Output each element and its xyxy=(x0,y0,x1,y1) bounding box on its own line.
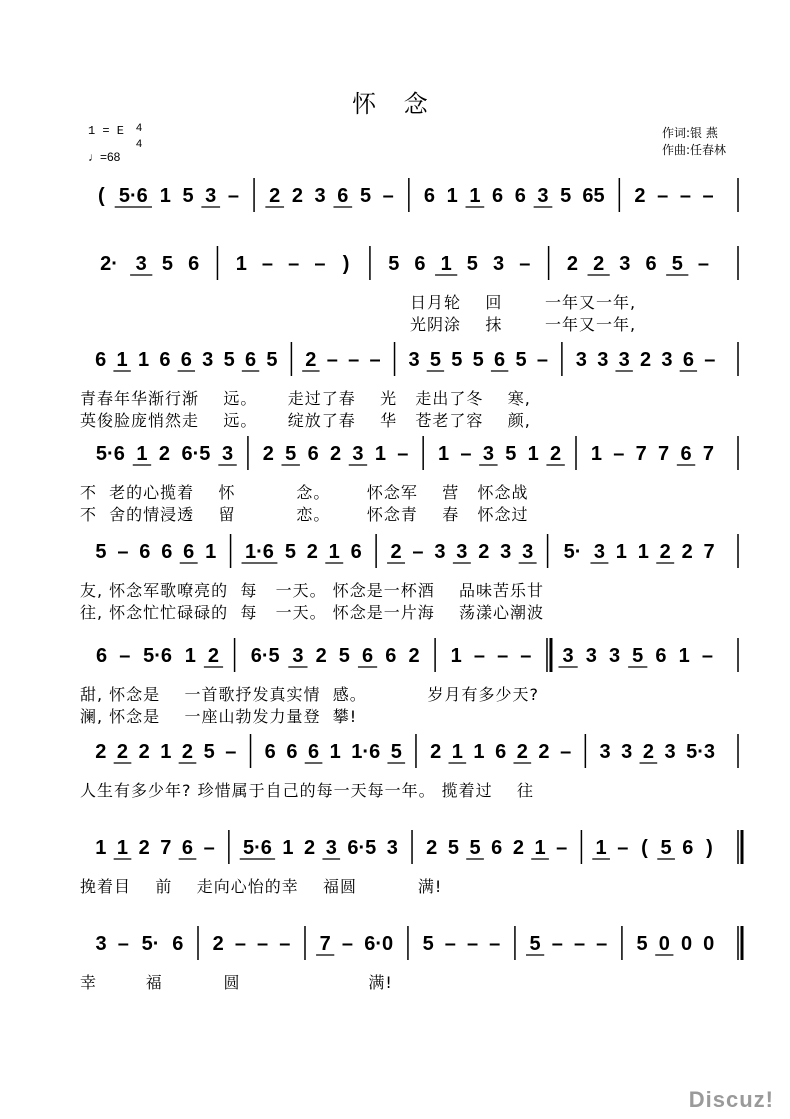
note: 1 xyxy=(590,443,602,465)
note: – xyxy=(617,837,629,859)
note: 6 xyxy=(680,443,692,465)
note: – xyxy=(369,349,381,371)
note: 6 xyxy=(181,837,194,859)
note: 2 xyxy=(659,541,671,563)
note: – xyxy=(326,349,338,371)
note: – xyxy=(497,645,509,667)
note: 3 xyxy=(575,349,587,371)
note: 6 xyxy=(645,253,657,275)
note: 0 xyxy=(658,933,670,955)
note: 2 xyxy=(538,741,550,763)
note: 1·6 xyxy=(245,541,274,563)
tempo-mark xyxy=(88,150,120,164)
note: 3 xyxy=(408,349,420,371)
note: 6 xyxy=(494,349,506,371)
note: – xyxy=(657,185,669,207)
note: 1 xyxy=(534,837,546,859)
note: ( xyxy=(98,185,105,207)
note: 1 xyxy=(374,443,386,465)
note: 5 xyxy=(466,253,478,275)
note: 1 xyxy=(160,741,172,763)
note: 2 xyxy=(430,741,442,763)
note: – xyxy=(519,253,531,275)
note: 3 xyxy=(325,837,337,859)
note: – xyxy=(556,837,568,859)
note: 1 xyxy=(637,541,649,563)
note: – xyxy=(536,349,548,371)
note: 0 xyxy=(680,933,693,955)
note: 6 xyxy=(172,933,184,955)
note: 2 xyxy=(212,933,224,955)
note: 5 xyxy=(472,349,484,371)
note: – xyxy=(261,253,274,275)
note: 1 xyxy=(116,837,129,859)
note: 1 xyxy=(440,253,452,275)
note: – xyxy=(412,541,424,563)
lyric-line: 日月轮 回 一年又一年, xyxy=(410,293,637,312)
note: 3 xyxy=(221,443,234,465)
watermark: Discuz! xyxy=(688,1087,774,1112)
lyric-line: 甜, 怀念是 一首歌抒发真实情 感。 岁月有多少天? xyxy=(80,685,540,704)
lyric-line: 英俊脸庞悄然走 远。 绽放了春 华 苍老了容 颜, xyxy=(80,411,531,430)
note: – xyxy=(701,645,713,667)
note: – xyxy=(288,253,300,275)
note: 5 xyxy=(660,837,672,859)
meter-top: 4 xyxy=(135,122,143,134)
note: – xyxy=(203,837,215,859)
note: 1 xyxy=(136,443,148,465)
note: – xyxy=(444,933,456,955)
note: – xyxy=(551,933,563,955)
note: 3 xyxy=(434,541,446,563)
note: 2 xyxy=(138,837,150,859)
note: 3 xyxy=(522,541,534,563)
note: 5 xyxy=(671,253,683,275)
note: 1 xyxy=(615,541,627,563)
note: 3 xyxy=(500,541,512,563)
note: 3 xyxy=(593,541,605,563)
note: 5 xyxy=(451,349,463,371)
note: 3 xyxy=(621,741,633,763)
note: 6 xyxy=(307,443,319,465)
note: 1 xyxy=(184,645,196,667)
note: 2 xyxy=(550,443,562,465)
notation-line xyxy=(0,828,790,868)
note: 2 xyxy=(329,443,342,465)
notation-line xyxy=(0,732,790,772)
note: 3 xyxy=(619,253,631,275)
note: 2 xyxy=(262,443,274,465)
note: 1 xyxy=(595,837,607,859)
note: 3 xyxy=(482,443,494,465)
note: 5 xyxy=(284,541,296,563)
note: 6 xyxy=(337,185,349,207)
note: 1 xyxy=(159,185,171,207)
note: 2 xyxy=(642,741,654,763)
note: – xyxy=(225,741,237,763)
note: 1 xyxy=(95,837,107,859)
note: 1 xyxy=(205,541,217,563)
note: – xyxy=(702,185,714,207)
note: 2 xyxy=(390,541,402,563)
note: – xyxy=(613,443,625,465)
note: – xyxy=(117,541,129,563)
note: 1 xyxy=(329,741,341,763)
note: 3 xyxy=(585,645,597,667)
note: 6 xyxy=(423,185,436,207)
note: – xyxy=(679,185,691,207)
note: – xyxy=(473,645,485,667)
note: 5 xyxy=(422,933,434,955)
note: 6 xyxy=(682,837,694,859)
note: 5 xyxy=(161,253,173,275)
note: 1 xyxy=(527,443,539,465)
note: 6·0 xyxy=(364,933,394,955)
lyric-line: 澜, 怀念是 一座山勃发力量登 攀! xyxy=(80,707,358,726)
note: 2 xyxy=(304,837,316,859)
composer: 作曲:任春林 xyxy=(662,143,727,157)
note: – xyxy=(573,933,586,955)
note: 5 xyxy=(285,443,297,465)
note: 3 xyxy=(352,443,364,465)
note: 3 xyxy=(95,933,107,955)
note: – xyxy=(704,349,716,371)
note: 2 xyxy=(478,541,490,563)
notation-line xyxy=(0,532,790,572)
note: 1 xyxy=(137,349,150,371)
note: 5 xyxy=(338,645,350,667)
note: 2 xyxy=(305,349,317,371)
note: 5 xyxy=(529,933,541,955)
note: 1 xyxy=(282,837,294,859)
note: 7 xyxy=(702,443,715,465)
note: 5 xyxy=(223,349,235,371)
note: – xyxy=(234,933,246,955)
note: – xyxy=(560,741,572,763)
note: 2 xyxy=(426,837,438,859)
note: – xyxy=(314,253,326,275)
note: 6·5 xyxy=(347,837,377,859)
note: 5 xyxy=(203,741,215,763)
note: 2 xyxy=(181,741,194,763)
note: 2· xyxy=(100,253,118,275)
note: 2 xyxy=(315,645,327,667)
note: – xyxy=(341,933,353,955)
note: 1 xyxy=(116,349,128,371)
note: – xyxy=(279,933,291,955)
note: 1 xyxy=(235,253,247,275)
lyric-line: 往, 怀念忙忙碌碌的 每 一天。 怀念是一片海 荡漾心潮波 xyxy=(80,603,545,622)
note: – xyxy=(382,185,394,207)
note: 5 xyxy=(636,933,648,955)
note: ) xyxy=(342,253,350,275)
note: 2 xyxy=(566,253,578,275)
note: 7 xyxy=(703,541,715,563)
note: 6 xyxy=(188,253,200,275)
note: – xyxy=(697,253,710,275)
note: 3 xyxy=(135,253,147,275)
note: 2 xyxy=(408,645,420,667)
key-signature: 1 = E xyxy=(88,124,125,138)
note: 3 xyxy=(205,185,217,207)
note: 2 xyxy=(138,741,150,763)
note: 3 xyxy=(386,837,398,859)
note: 5 xyxy=(388,253,400,275)
note: – xyxy=(397,443,409,465)
note: 6·5 xyxy=(250,645,280,667)
note: 2 xyxy=(116,741,129,763)
note: 6 xyxy=(495,741,507,763)
note: 2 xyxy=(207,645,220,667)
note: 3 xyxy=(618,349,630,371)
note: 3 xyxy=(292,645,304,667)
note: 2 xyxy=(512,837,524,859)
lyric-line: 人生有多少年? 珍惜属于自己的每一天每一年。 揽着过 往 xyxy=(80,781,535,800)
note: 5·6 xyxy=(242,837,272,859)
lyric-line: 友, 怀念军歌嘹亮的 每 一天。 怀念是一杯酒 品味苦乐甘 xyxy=(80,581,545,600)
note: 6 xyxy=(244,349,257,371)
note: – xyxy=(119,645,131,667)
note: 6 xyxy=(514,185,526,207)
note: 6 xyxy=(95,349,107,371)
note: 6·5 xyxy=(181,443,211,465)
note: 5· xyxy=(141,933,160,955)
note: 2 xyxy=(158,443,170,465)
meter-bottom: 4 xyxy=(135,138,143,150)
note: 1 xyxy=(451,741,463,763)
note: 3 xyxy=(661,349,673,371)
note: 5 xyxy=(95,541,107,563)
note: – xyxy=(348,349,360,371)
note: 5 xyxy=(429,349,441,371)
note: 65 xyxy=(582,185,605,207)
notation-line xyxy=(0,340,790,380)
note: 5·3 xyxy=(686,741,716,763)
note: 1 xyxy=(450,645,462,667)
notation-line xyxy=(0,924,790,964)
note: 6 xyxy=(286,741,298,763)
note: 5· xyxy=(563,541,582,563)
note: 6 xyxy=(655,645,667,667)
lyric-line: 光阴涂 抹 一年又一年, xyxy=(410,315,637,334)
lyric-line: 挽着目 前 走向心怡的幸 福圆 满! xyxy=(80,877,443,896)
note: 5·6 xyxy=(118,185,148,207)
note: 7 xyxy=(319,933,331,955)
note: – xyxy=(117,933,129,955)
note: 2 xyxy=(516,741,528,763)
note: 5 xyxy=(632,645,644,667)
notation-line xyxy=(0,434,790,474)
note: 1 xyxy=(328,541,340,563)
note: 1 xyxy=(473,741,485,763)
note: 2 xyxy=(634,185,646,207)
note: 6 xyxy=(385,645,397,667)
note: 1 xyxy=(469,185,481,207)
note: 1 xyxy=(446,185,458,207)
note: 6 xyxy=(161,541,173,563)
note: 3 xyxy=(599,741,611,763)
note: – xyxy=(520,645,532,667)
note: – xyxy=(596,933,608,955)
note: 5 xyxy=(359,185,372,207)
note: 0 xyxy=(703,933,715,955)
lyric-line: 不 舍的情浸透 留 恋。 怀念青 春 怀念过 xyxy=(80,505,529,524)
note: 6 xyxy=(159,349,171,371)
note: – xyxy=(460,443,472,465)
note: 5 xyxy=(560,185,572,207)
note: 1 xyxy=(437,443,450,465)
note: 3 xyxy=(493,253,505,275)
note: 6 xyxy=(682,349,694,371)
score-row xyxy=(0,924,790,1054)
note: 5 xyxy=(266,349,278,371)
note: 5 xyxy=(469,837,481,859)
note: 6 xyxy=(96,645,108,667)
note: 6 xyxy=(183,541,195,563)
note: – xyxy=(489,933,501,955)
lyric-line: 幸 福 圆 满! xyxy=(80,973,393,992)
lyric-line: 不 老的心揽着 怀 念。 怀念军 营 怀念战 xyxy=(80,483,529,502)
note: – xyxy=(466,933,479,955)
note: 5 xyxy=(390,741,402,763)
quarter-note-icon: ♩ xyxy=(88,150,100,164)
note: 1 xyxy=(678,645,690,667)
note: 6 xyxy=(139,541,151,563)
note: 5 xyxy=(182,185,194,207)
note: 7 xyxy=(658,443,670,465)
song-title: 怀 念 xyxy=(352,90,438,118)
note: 2 xyxy=(95,741,107,763)
note: 2 xyxy=(306,541,318,563)
time-signature xyxy=(133,120,145,152)
note: – xyxy=(227,185,239,207)
note: 6 xyxy=(307,741,320,763)
note: 3 xyxy=(456,541,468,563)
note: 2 xyxy=(640,349,652,371)
note: 2 xyxy=(681,541,693,563)
note: 6 xyxy=(180,349,192,371)
notation-line xyxy=(0,636,790,676)
lyricist: 作词:银 燕 xyxy=(662,126,718,140)
notation-line xyxy=(0,176,790,216)
note: 7 xyxy=(160,837,172,859)
note: 6 xyxy=(492,185,504,207)
note: 3 xyxy=(562,645,574,667)
note: 6 xyxy=(350,541,362,563)
note: 5·6 xyxy=(143,645,172,667)
note: 1·6 xyxy=(351,741,381,763)
note: 6 xyxy=(264,741,276,763)
note: – xyxy=(257,933,269,955)
note: 5 xyxy=(515,349,527,371)
note: 5 xyxy=(447,837,459,859)
note: 3 xyxy=(202,349,214,371)
note: 3 xyxy=(537,185,549,207)
note: 7 xyxy=(635,443,647,465)
note: 3 xyxy=(664,741,676,763)
notation-line xyxy=(0,244,790,284)
note: 2 xyxy=(593,253,605,275)
note: 5 xyxy=(505,443,517,465)
tempo-value: =68 xyxy=(100,150,121,164)
note: 3 xyxy=(608,645,621,667)
note: 5·6 xyxy=(95,443,125,465)
note: 6 xyxy=(414,253,426,275)
note: 3 xyxy=(597,349,609,371)
note: 2 xyxy=(291,185,303,207)
note: 6 xyxy=(491,837,503,859)
note: ( xyxy=(641,837,648,859)
note: 2 xyxy=(269,185,281,207)
lyric-line: 青春年华渐行渐 远。 走过了春 光 走出了冬 寒, xyxy=(80,389,531,408)
credits xyxy=(662,125,726,159)
note: 6 xyxy=(362,645,374,667)
note: 3 xyxy=(314,185,326,207)
note: ) xyxy=(706,837,713,859)
